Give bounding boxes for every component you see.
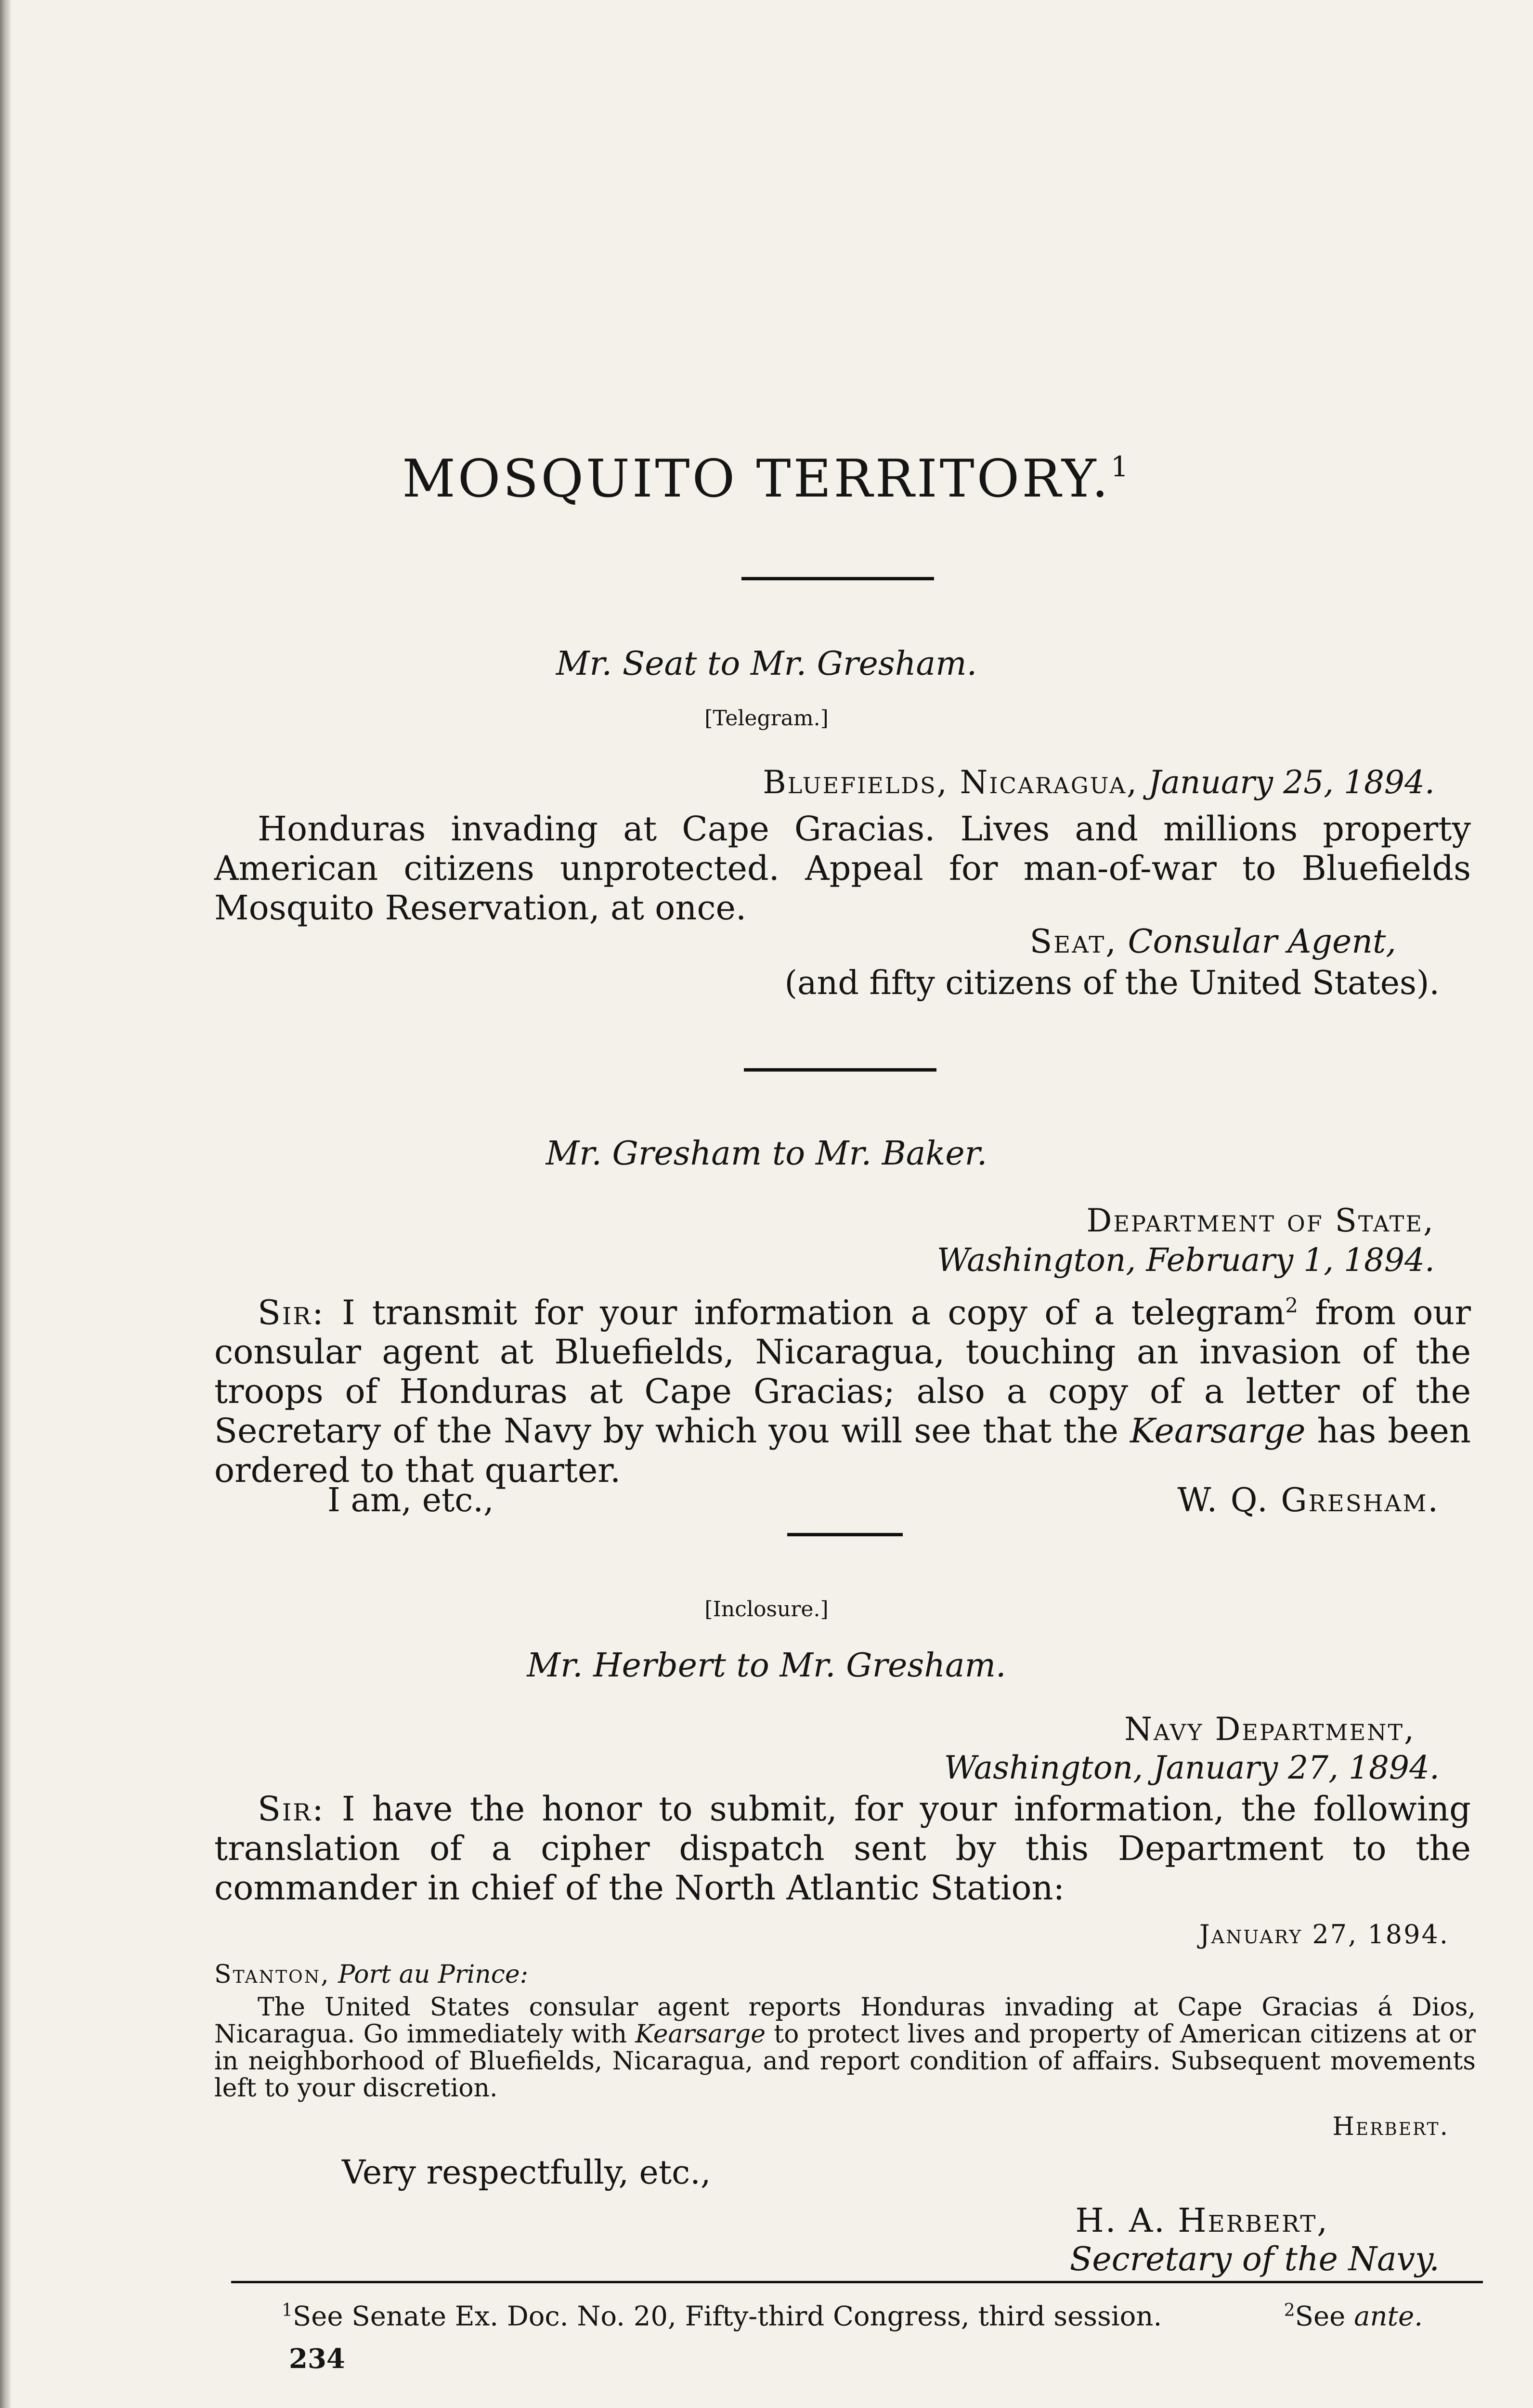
doc2-heading: Mr. Gresham to Mr. Baker. [546,1135,987,1173]
doc1-dateline-place: Bluefields, Nicaragua, [763,764,1139,801]
title-text: MOSQUITO TERRITORY. [402,449,1111,509]
doc1-dateline-date: January 25, 1894. [1148,764,1435,801]
doc3-heading: Mr. Herbert to Mr. Gresham. [527,1647,1006,1685]
doc3-dispatch-addressee: Stanton, [214,1960,330,1989]
doc2-closing: I am, etc., [327,1481,494,1519]
page-number: 234 [289,2343,345,2375]
doc3-body-text: I have the honor to submit, for your information, the following translation of a cipher dispatch sent by this Department to the commander in chief of the North Atlantic Station: [214,1789,1471,1908]
doc1-body: Honduras invading at Cape Gracias. Lives and millions property American citizens unprotected. Appeal for man-of-war to Bluefields Mosquito Reservation, at once. [214,809,1471,928]
doc3-dispatch-location: Port au Prince: [338,1960,529,1989]
footnote-2-marker: 2 [1284,2301,1295,2320]
footnote-rule [231,2281,1483,2283]
doc2-body [214,1286,1471,1490]
doc1-note: [Telegram.] [704,706,829,731]
doc2-footnote-marker: 2 [1285,1294,1298,1317]
title-footnote-marker: 1 [1110,450,1131,483]
doc1-signature-title: Consular Agent, [1128,923,1396,961]
footnote-2 [1156,2302,1423,2330]
doc2-body-part3: has been ordered to that quarter. [214,1411,1471,1491]
footnote-1 [282,2302,1162,2330]
doc3-dispatch-signature: Herbert. [1332,2112,1449,2141]
doc3-dispatch-part2: to protect lives and property of American citizens at or in neighborhood of Bluefields, Nicaragua, and report condition of affairs. Subsequent movements left to your discretion. [214,2020,1476,2103]
doc1-signature-line2: (and fifty citizens of the United States). [784,964,1440,1002]
separator-rule [744,1068,936,1072]
footnote-2-prefix: See [1295,2301,1346,2332]
doc1-heading: Mr. Seat to Mr. Gresham. [556,645,977,683]
doc2-signature: W. Q. Gresham. [1177,1481,1440,1519]
doc3-office: Navy Department, [1124,1711,1416,1748]
doc1-signature-name: Seat, [1029,923,1117,961]
doc3-salutation: Sir: [258,1789,325,1829]
doc2-place-date: Washington, February 1, 1894. [936,1242,1435,1279]
footnote-2-italic: ante. [1354,2301,1423,2332]
doc3-body [214,1789,1471,1908]
doc3-signature-title: Secretary of the Navy. [1069,2240,1440,2278]
doc3-dispatch-part1: The United States consular agent reports Honduras invading at Cape Gracias á Dios, Nicaragua. Go immediately with [214,1993,1476,2049]
doc3-dispatch-address [214,1962,528,1987]
doc1-dateline [193,764,1435,801]
doc2-office: Department of State, [1086,1202,1435,1239]
footnote-1-text: See Senate Ex. Doc. No. 20, Fifty-third Congress, third session. [292,2301,1162,2332]
footnote-1-marker: 1 [282,2301,293,2320]
doc3-note: [Inclosure.] [704,1597,829,1622]
doc2-body-part2: from our consular agent at Bluefields, Nicaragua, touching an invasion of the troops of Honduras at Cape Gracias; also a copy of a letter of the Secretary of the Navy by which you will see that the [214,1293,1471,1451]
doc2-salutation: Sir: [258,1293,325,1333]
separator-rule [787,1533,903,1536]
doc1-signature [722,923,1396,961]
doc2-body-part1: I transmit for your information a copy of a telegram [342,1293,1286,1333]
doc2-ship-name: Kearsarge [1130,1411,1306,1451]
doc3-dispatch-date: January 27, 1894. [1199,1919,1449,1950]
doc3-signature-name: H. A. Herbert, [1075,2202,1329,2240]
doc3-dispatch-body [214,1994,1476,2102]
page-edge [0,0,11,2408]
separator-rule [741,577,934,580]
doc3-dispatch-ship: Kearsarge [635,2020,766,2049]
page-title [0,449,1533,509]
doc3-closing: Very respectfully, etc., [342,2154,711,2192]
doc3-place-date: Washington, January 27, 1894. [944,1749,1440,1786]
